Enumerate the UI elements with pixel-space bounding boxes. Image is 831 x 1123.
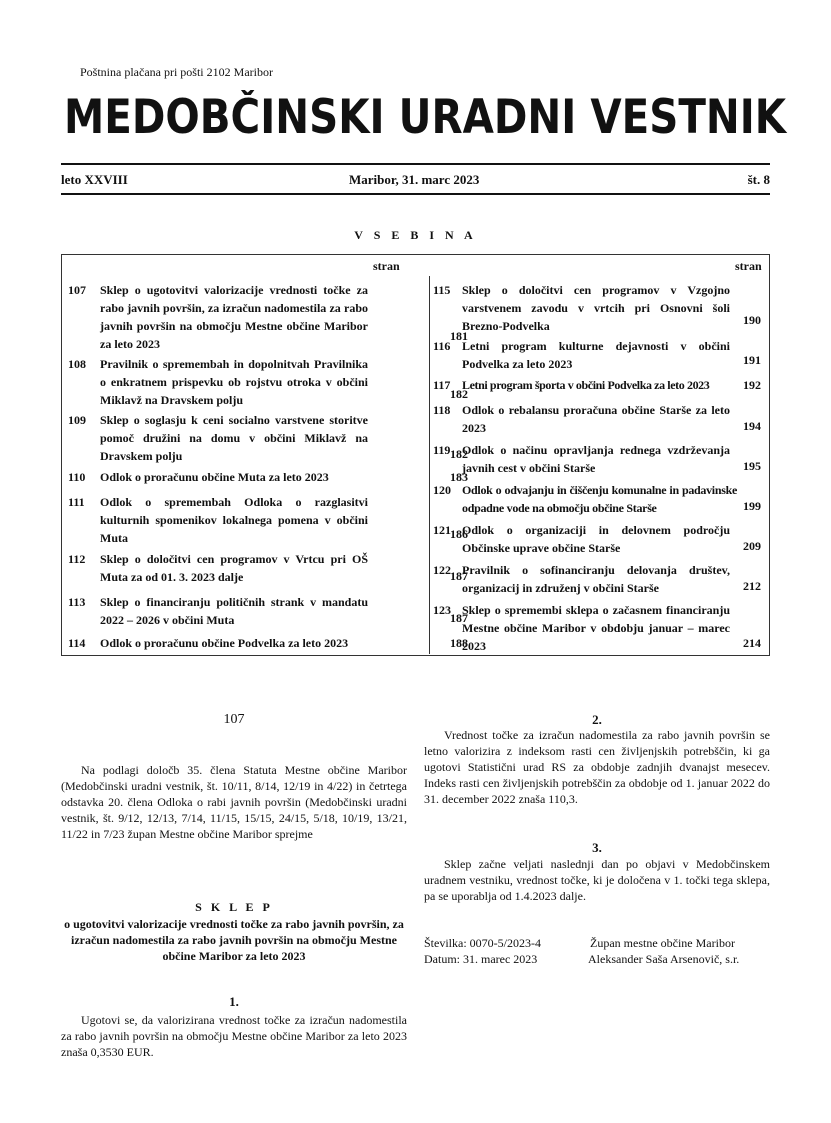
toc-entry-title: Pravilnik o spremembah in dopolnitvah Pravilnika o enkratnem prispevku ob rojstvu otroka v občini Miklavž na Dravskem polju <box>100 357 368 407</box>
mayor-name: Aleksander Saša Arsenovič, s.r. <box>588 952 740 966</box>
toc-entry-number: 122 <box>433 563 451 577</box>
toc-entry-title: Odlok o proračunu občine Muta za leto 2023 <box>100 470 329 484</box>
section-3-text: Sklep začne veljati naslednji dan po objavi v Medobčinskem uradnem vestniku, vrednost točke, ki je določena v 1. točki tega sklepa, pa se uporablja od 1.4.2023 dalje. <box>424 857 770 903</box>
toc-entry-title: Odlok o načinu opravljanja rednega vzdrževanja javnih cest v občini Starše <box>462 443 730 475</box>
toc-page-label-right: stran <box>735 259 762 273</box>
masthead-title: MEDOBČINSKI URADNI VESTNIK <box>64 90 787 145</box>
toc-entry-number: 119 <box>433 443 451 457</box>
toc-entry-page: 183 <box>450 470 468 484</box>
document-type: S K L E P <box>195 900 273 914</box>
section-1-text: Ugotovi se, da valorizirana vrednost točke za izračun nadomestila za rabo javnih površin na območju Mestne občine Maribor za leto 2023 znaša 0,3530 EUR. <box>61 1013 407 1059</box>
section-1-heading: 1. <box>229 994 239 1009</box>
toc-column-divider <box>429 276 430 654</box>
toc-entry-number: 111 <box>68 495 85 509</box>
toc-entry-title: Odlok o proračunu občine Podvelka za leto 2023 <box>100 636 349 650</box>
toc-entry-title: Odlok o odvajanju in čiščenju komunalne in padavinske odpadne vode na območju občine Starše <box>462 483 737 515</box>
toc-entry-number: 113 <box>68 595 86 609</box>
section-3-heading: 3. <box>592 840 602 855</box>
toc-entry-number: 121 <box>433 523 451 537</box>
toc-entry-title: Sklep o določitvi cen programov v Vrtcu pri OŠ Muta za od 01. 3. 2023 dalje <box>100 552 368 584</box>
header-rule-top <box>61 163 770 165</box>
article-preamble: Na podlagi določb 35. člena Statuta Mestne občine Maribor (Medobčinski uradni vestnik, št. 10/11, 8/14, 12/19 in 4/22) in četrtega odstavka 20. člena Odloka o rabi javnih površin (Medobčinski uradni vestnik, št. 9/12, 12/13, 7/14, 11/15, 15/15, 24/15, 5/18, 10/19, 13/21, 11/22 in 7/23 župan Mestne občine Maribor sprejme <box>61 763 407 841</box>
toc-entry-number: 112 <box>68 552 86 566</box>
toc-entry-page: 214 <box>743 636 761 650</box>
mayor-title: Župan mestne občine Maribor <box>590 936 735 950</box>
toc-entry-title: Odlok o organizaciji in delovnem področju Občinske uprave občine Starše <box>462 523 730 555</box>
toc-heading: V S E B I N A <box>354 228 477 242</box>
toc-entry-title: Sklep o ugotovitvi valorizacije vrednosti točke za rabo javnih površin, za izračun nadomestila za rabo javnih površin na območju Mestne občine Maribor za leto 2023 <box>100 283 368 351</box>
toc-entry-number: 116 <box>433 339 451 353</box>
toc-entry-title: Odlok o rebalansu proračuna občine Starše za leto 2023 <box>462 403 730 435</box>
document-title: o ugotovitvi valorizacije vrednosti točke za rabo javnih površin, za izračun nadomestila za rabo javnih površin na območju Mestne občine Maribor za leto 2023 <box>64 917 404 963</box>
toc-page-label-left: stran <box>373 259 400 273</box>
toc-entry-page: 212 <box>743 579 761 593</box>
issue-year: leto XXVIII <box>61 172 128 187</box>
toc-entry-page: 182 <box>450 387 468 401</box>
issue-place-date: Maribor, 31. marc 2023 <box>349 172 480 187</box>
reference-number: Številka: 0070-5/2023-4 <box>424 936 541 950</box>
toc-entry-number: 114 <box>68 636 86 650</box>
postage-note: Poštnina plačana pri pošti 2102 Maribor <box>80 65 273 79</box>
toc-entry-title: Sklep o določitvi cen programov v Vzgojno varstvenem zavodu v vrtcih pri Osnovni šoli Brezno-Podvelka <box>462 283 730 333</box>
toc-entry-page: 199 <box>743 499 761 513</box>
toc-entry-number: 117 <box>433 378 451 392</box>
toc-entry-title: Pravilnik o sofinanciranju delovanja društev, organizacij in združenj v občini Starše <box>462 563 730 595</box>
toc-entry-title: Sklep o financiranju političnih strank v mandatu 2022 – 2026 v občini Muta <box>100 595 368 627</box>
toc-entry-page: 186 <box>450 527 468 541</box>
toc-entry-page: 187 <box>450 611 468 625</box>
toc-entry-page: 195 <box>743 459 761 473</box>
toc-entry-number: 123 <box>433 603 451 617</box>
toc-entry-title: Letni program športa v občini Podvelka za leto 2023 <box>462 378 710 392</box>
toc-entry-title: Sklep o spremembi sklepa o začasnem financiranju Mestne občine Maribor v obdobju januar – marec 2023 <box>462 603 730 653</box>
article-number: 107 <box>223 712 245 727</box>
toc-entry-title: Letni program kulturne dejavnosti v občini Podvelka za leto 2023 <box>462 339 730 371</box>
document-date: Datum: 31. marec 2023 <box>424 952 538 966</box>
toc-entry-number: 115 <box>433 283 451 297</box>
toc-entry-page: 194 <box>743 419 761 433</box>
section-2-text: Vrednost točke za izračun nadomestila za rabo javnih površin se letno valorizira z indeksom rasti cen življenjskih potrebščin, ki ga ugotovi Statistični urad RS za obdobje zadnjih dvanajst mesecev. Indeks rasti cen življenjskih potrebščin za obdobje od 1. januar 2022 do 31. december 2022 znaša 110,3. <box>424 728 770 806</box>
toc-entry-page: 191 <box>743 353 761 367</box>
toc-entry-number: 110 <box>68 470 86 484</box>
toc-entry-number: 120 <box>433 483 451 497</box>
toc-entry-title: Odlok o spremembah Odloka o razglasitvi kulturnih spomenikov lokalnega pomena v občini Muta <box>100 495 368 545</box>
toc-entry-page: 182 <box>450 447 468 461</box>
toc-entry-page: 181 <box>450 329 468 343</box>
section-2-heading: 2. <box>592 712 602 727</box>
toc-entry-page: 190 <box>743 313 761 327</box>
toc-entry-number: 118 <box>433 403 451 417</box>
issue-number: št. 8 <box>747 172 770 187</box>
toc-entry-number: 107 <box>68 283 86 297</box>
toc-entry-title: Sklep o soglasju k ceni socialno varstvene storitve pomoč družini na domu v občini Miklavž na Dravskem polju <box>100 413 368 463</box>
header-rule-bottom <box>61 193 770 195</box>
toc-entry-page: 187 <box>450 569 468 583</box>
toc-entry-number: 109 <box>68 413 86 427</box>
toc-entry-page: 209 <box>743 539 761 553</box>
toc-entry-page: 188 <box>450 636 468 650</box>
toc-entry-number: 108 <box>68 357 86 371</box>
toc-entry-page: 192 <box>743 378 761 392</box>
